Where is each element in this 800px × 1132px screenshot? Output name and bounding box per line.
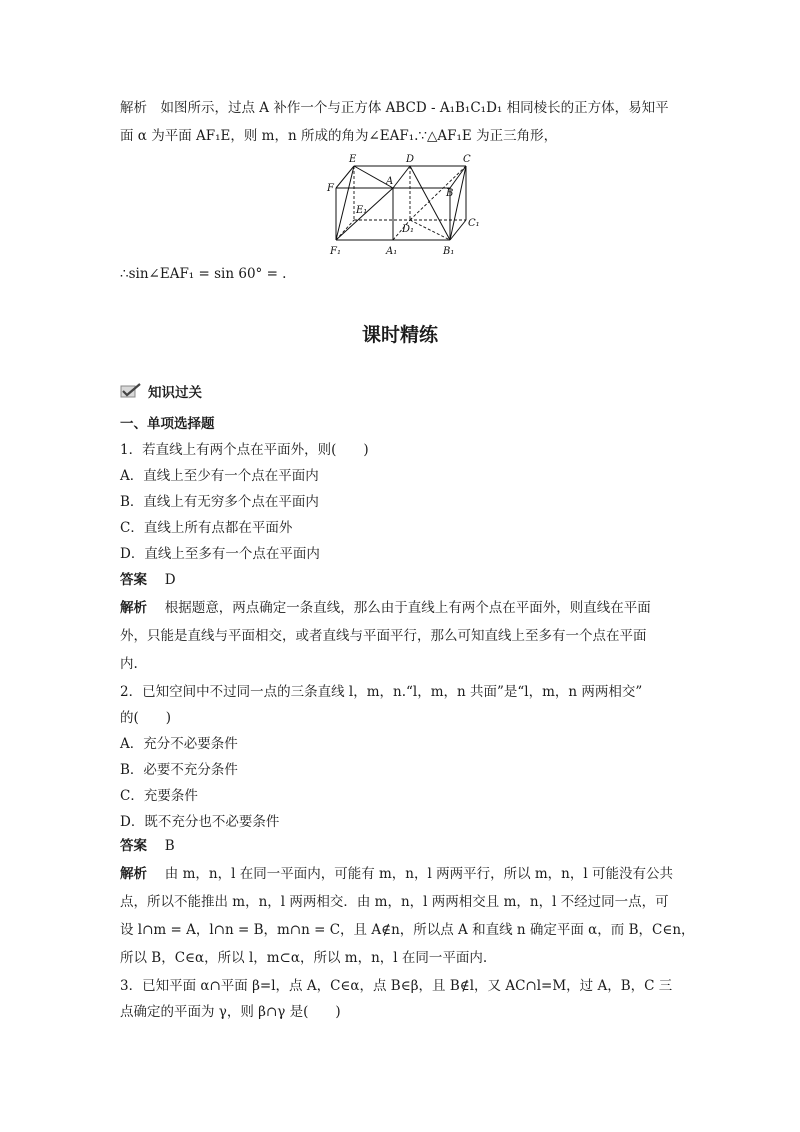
diagonal-D-B1 bbox=[410, 166, 450, 240]
q2-answer-label: 答案 bbox=[120, 838, 147, 854]
intro-line-3: ∴sin∠EAF₁ = sin 60° = . bbox=[120, 266, 287, 282]
intro-line-1: 解析 如图所示，过点 A 补作一个与正方体 ABCD - A₁B₁C₁D₁ 相同棱长的正方体，易知平 bbox=[120, 100, 669, 116]
label-D1: D₁ bbox=[402, 224, 415, 235]
label-B: B bbox=[446, 188, 454, 199]
q2-option-c: C．充要条件 bbox=[120, 788, 198, 804]
edge-A-D bbox=[393, 166, 410, 188]
q1-stem: 1．若直线上有两个点在平面外，则( ) bbox=[120, 442, 369, 458]
q1-explain-line-1 bbox=[120, 598, 680, 618]
q1-answer-value: D bbox=[164, 572, 176, 588]
label-E: E bbox=[349, 154, 357, 165]
page-title: 课时精练 bbox=[361, 324, 438, 346]
double-cube-figure bbox=[326, 152, 486, 262]
q2-stem-line-1: 2．已知空间中不过同一点的三条直线 l，m，n.“l，m，n 共面”是“l，m，n 两两相交” bbox=[120, 684, 643, 700]
label-E1: E₁ bbox=[356, 205, 368, 216]
section-header bbox=[120, 380, 202, 402]
q2-explain-line-2: 点，所以不能推出 m，n，l 两两相交．由 m，n，l 两两相交且 m，n，l 不经过同一点，可 bbox=[120, 894, 669, 910]
q3-stem-line-1: 3．已知平面 α∩平面 β=l，点 A，C∈α，点 B∈β，且 B∉l，又 AC∩l=M，过 A，B，C 三 bbox=[120, 978, 673, 994]
q2-stem-line-2: 的( ) bbox=[120, 710, 172, 726]
q2-explain-line-3: 设 l∩m = A，l∩n = B，m∩n = C，且 A∉n，所以点 A 和直线 n 确定平面 α，而 B，C∈n， bbox=[120, 922, 695, 938]
q1-explain-line-2: 外，只能是直线与平面相交，或者直线与平面平行，那么可知直线上至多有一个点在平面 bbox=[120, 628, 647, 644]
q2-answer bbox=[120, 836, 680, 856]
q2-option-b: B．必要不充分条件 bbox=[120, 762, 238, 778]
q1-explain-label: 解析 bbox=[120, 600, 147, 616]
q2-explain-line-1 bbox=[120, 864, 680, 884]
q2-answer-value: B bbox=[164, 838, 175, 854]
q2-explain-line-4: 所以 B，C∈α，所以 l，m⊂α，所以 m，n，l 在同一平面内. bbox=[120, 950, 488, 966]
label-C: C bbox=[463, 154, 471, 165]
label-A: A bbox=[386, 176, 394, 187]
label-C1: C₁ bbox=[468, 218, 480, 229]
label-F: F bbox=[327, 183, 334, 194]
q2-option-a: A．充分不必要条件 bbox=[120, 736, 238, 752]
q2-explain-text-1: 由 m，n，l 在同一平面内，可能有 m，n，l 两两平行，所以 m，n，l 可能没有公共 bbox=[164, 866, 673, 882]
q1-option-c: C．直线上所有点都在平面外 bbox=[120, 520, 293, 536]
label-D: D bbox=[406, 154, 415, 165]
q2-explain-label: 解析 bbox=[120, 866, 147, 882]
section-label: 知识过关 bbox=[148, 385, 202, 401]
q1-explain-line-3: 内. bbox=[120, 656, 138, 672]
q1-option-b: B．直线上有无穷多个点在平面内 bbox=[120, 494, 319, 510]
intro-line-2: 面 α 为平面 AF₁E，则 m，n 所成的角为∠EAF₁.∵△AF₁E 为正三角形， bbox=[120, 128, 558, 144]
hidden-diagonal-D1-B1 bbox=[410, 220, 450, 240]
label-A1: A₁ bbox=[386, 246, 398, 257]
checkmark-icon bbox=[120, 383, 142, 399]
q1-answer bbox=[120, 570, 680, 590]
q3-stem-line-2: 点确定的平面为 γ，则 β∩γ 是( ) bbox=[120, 1004, 341, 1020]
hidden-diagonal-D1-C bbox=[410, 166, 466, 220]
label-B1: B₁ bbox=[443, 246, 455, 257]
part1-heading: 一、单项选择题 bbox=[120, 416, 215, 432]
q1-option-d: D．直线上至多有一个点在平面内 bbox=[120, 546, 320, 562]
q1-explain-text-1: 根据题意，两点确定一条直线，那么由于直线上有两个点在平面外，则直线在平面 bbox=[164, 600, 651, 616]
q1-option-a: A．直线上至少有一个点在平面内 bbox=[120, 468, 319, 484]
q2-option-d: D．既不充分也不必要条件 bbox=[120, 814, 280, 830]
label-F1: F₁ bbox=[330, 246, 341, 257]
q1-answer-label: 答案 bbox=[120, 572, 147, 588]
